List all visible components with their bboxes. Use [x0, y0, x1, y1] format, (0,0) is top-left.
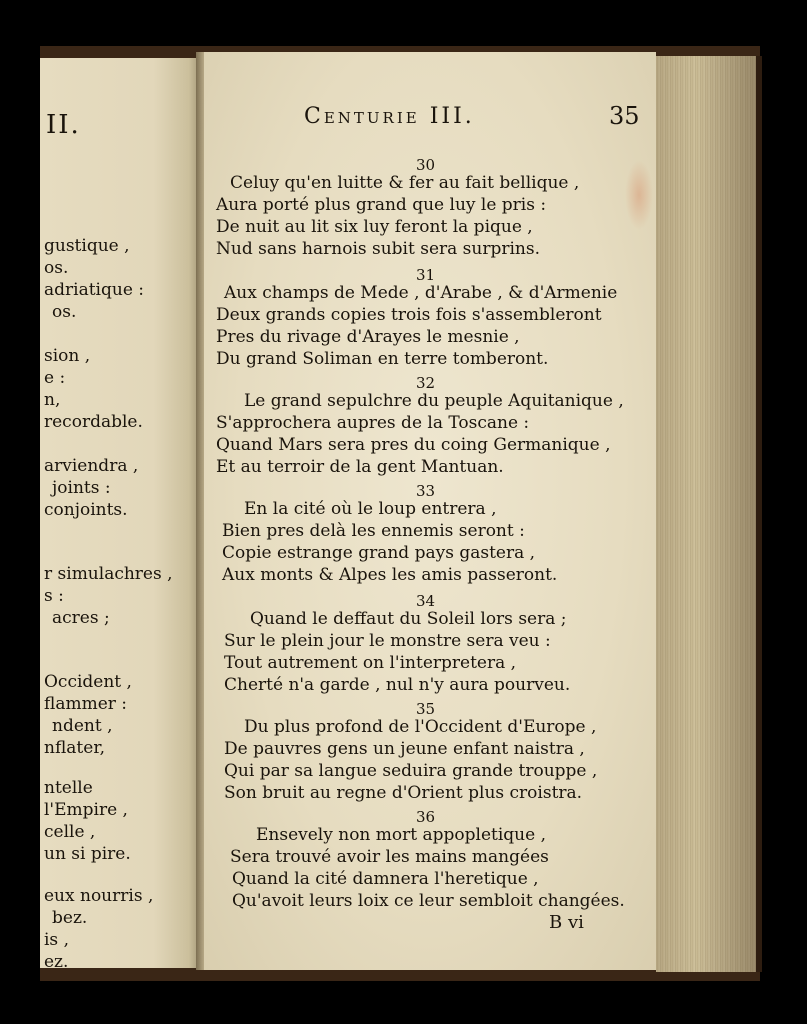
right-page — [204, 52, 656, 970]
left-page-line: s : — [44, 586, 64, 606]
left-page-line: is , — [44, 930, 69, 950]
left-page-line: e : — [44, 368, 66, 388]
verse-line: Aux monts & Alpes les amis passeront. — [222, 565, 558, 585]
verse-line: Son bruit au regne d'Orient plus croistra. — [224, 783, 583, 803]
left-page — [40, 58, 202, 968]
left-page-line: flammer : — [44, 694, 128, 714]
verse-line: Sera trouvé avoir les mains mangées — [230, 847, 549, 867]
quatrain-number: 33 — [416, 482, 436, 500]
left-page-line: gustique , — [44, 236, 130, 256]
quatrain-number: 30 — [416, 156, 436, 174]
left-page-line: celle , — [44, 822, 96, 842]
left-page-line: os. — [44, 258, 69, 278]
verse-line: S'approchera aupres de la Toscane : — [216, 413, 530, 433]
left-page-line: l'Empire , — [44, 800, 128, 820]
verse-line: De pauvres gens un jeune enfant naistra , — [224, 739, 585, 759]
left-page-line: sion , — [44, 346, 91, 366]
signature-mark: B vi — [549, 912, 584, 933]
verse-line: En la cité où le loup entrera , — [244, 499, 497, 519]
running-title: Centurie III. — [304, 104, 475, 129]
verse-line: Ensevely non mort appopletique , — [256, 825, 546, 845]
ink-stain — [625, 160, 653, 230]
left-page-text — [40, 58, 202, 968]
verse-line: Du plus profond de l'Occident d'Europe , — [244, 717, 597, 737]
left-page-line: n, — [44, 390, 61, 410]
verse-line: Pres du rivage d'Arayes le mesnie , — [216, 327, 520, 347]
verse-line: Qu'avoit leurs loix ce leur sembloit changées. — [232, 891, 625, 911]
verse-line: Sur le plein jour le monstre sera veu : — [224, 631, 551, 651]
quatrain-number: 36 — [416, 808, 436, 826]
verse-line: Deux grands copies trois fois s'assembleront — [216, 305, 602, 325]
quatrain-number: 35 — [416, 700, 436, 718]
page-edges — [656, 56, 762, 972]
verse-line: Celuy qu'en luitte & fer au fait bellique , — [230, 173, 580, 193]
left-page-line: r simulachres , — [44, 564, 173, 584]
verse-line: Quand le deffaut du Soleil lors sera ; — [250, 609, 567, 629]
verse-line: Du grand Soliman en terre tomberont. — [216, 349, 549, 369]
verse-line: Le grand sepulchre du peuple Aquitanique , — [244, 391, 624, 411]
verse-line: Copie estrange grand pays gastera , — [222, 543, 536, 563]
left-page-line: ntelle — [44, 778, 93, 798]
left-page-line: ez. — [44, 952, 69, 968]
left-page-line: arviendra , — [44, 456, 139, 476]
verse-line: Cherté n'a garde , nul n'y aura pourveu. — [224, 675, 571, 695]
left-page-line: un si pire. — [44, 844, 131, 864]
left-page-header: II. — [46, 110, 81, 140]
verse-line: Et au terroir de la gent Mantuan. — [216, 457, 504, 477]
left-page-line: recordable. — [44, 412, 143, 432]
page-number: 35 — [609, 102, 640, 130]
verse-line: Bien pres delà les ennemis seront : — [222, 521, 525, 541]
left-page-line: acres ; — [52, 608, 110, 628]
quatrain-number: 32 — [416, 374, 436, 392]
verse-line: Aura porté plus grand que luy le pris : — [216, 195, 547, 215]
left-page-line: nflater, — [44, 738, 105, 758]
verse-line: Aux champs de Mede , d'Arabe , & d'Armenie — [224, 283, 618, 303]
verse-line: De nuit au lit six luy feront la pique , — [216, 217, 533, 237]
verse-line: Quand la cité damnera l'heretique , — [232, 869, 539, 889]
verse-line: Nud sans harnois subit sera surprins. — [216, 239, 541, 259]
left-page-line: adriatique : — [44, 280, 145, 300]
quatrain-number: 34 — [416, 592, 436, 610]
verse-line: Tout autrement on l'interpretera , — [224, 653, 517, 673]
left-page-line: eux nourris , — [44, 886, 154, 906]
verse-line: Quand Mars sera pres du coing Germanique , — [216, 435, 611, 455]
left-page-line: Occident , — [44, 672, 132, 692]
left-page-line: ndent , — [52, 716, 113, 736]
quatrain-number: 31 — [416, 266, 436, 284]
left-page-line: conjoints. — [44, 500, 128, 520]
left-page-line: bez. — [52, 908, 88, 928]
verse-line: Qui par sa langue seduira grande trouppe , — [224, 761, 598, 781]
left-page-line: os. — [52, 302, 77, 322]
left-page-line: joints : — [52, 478, 111, 498]
